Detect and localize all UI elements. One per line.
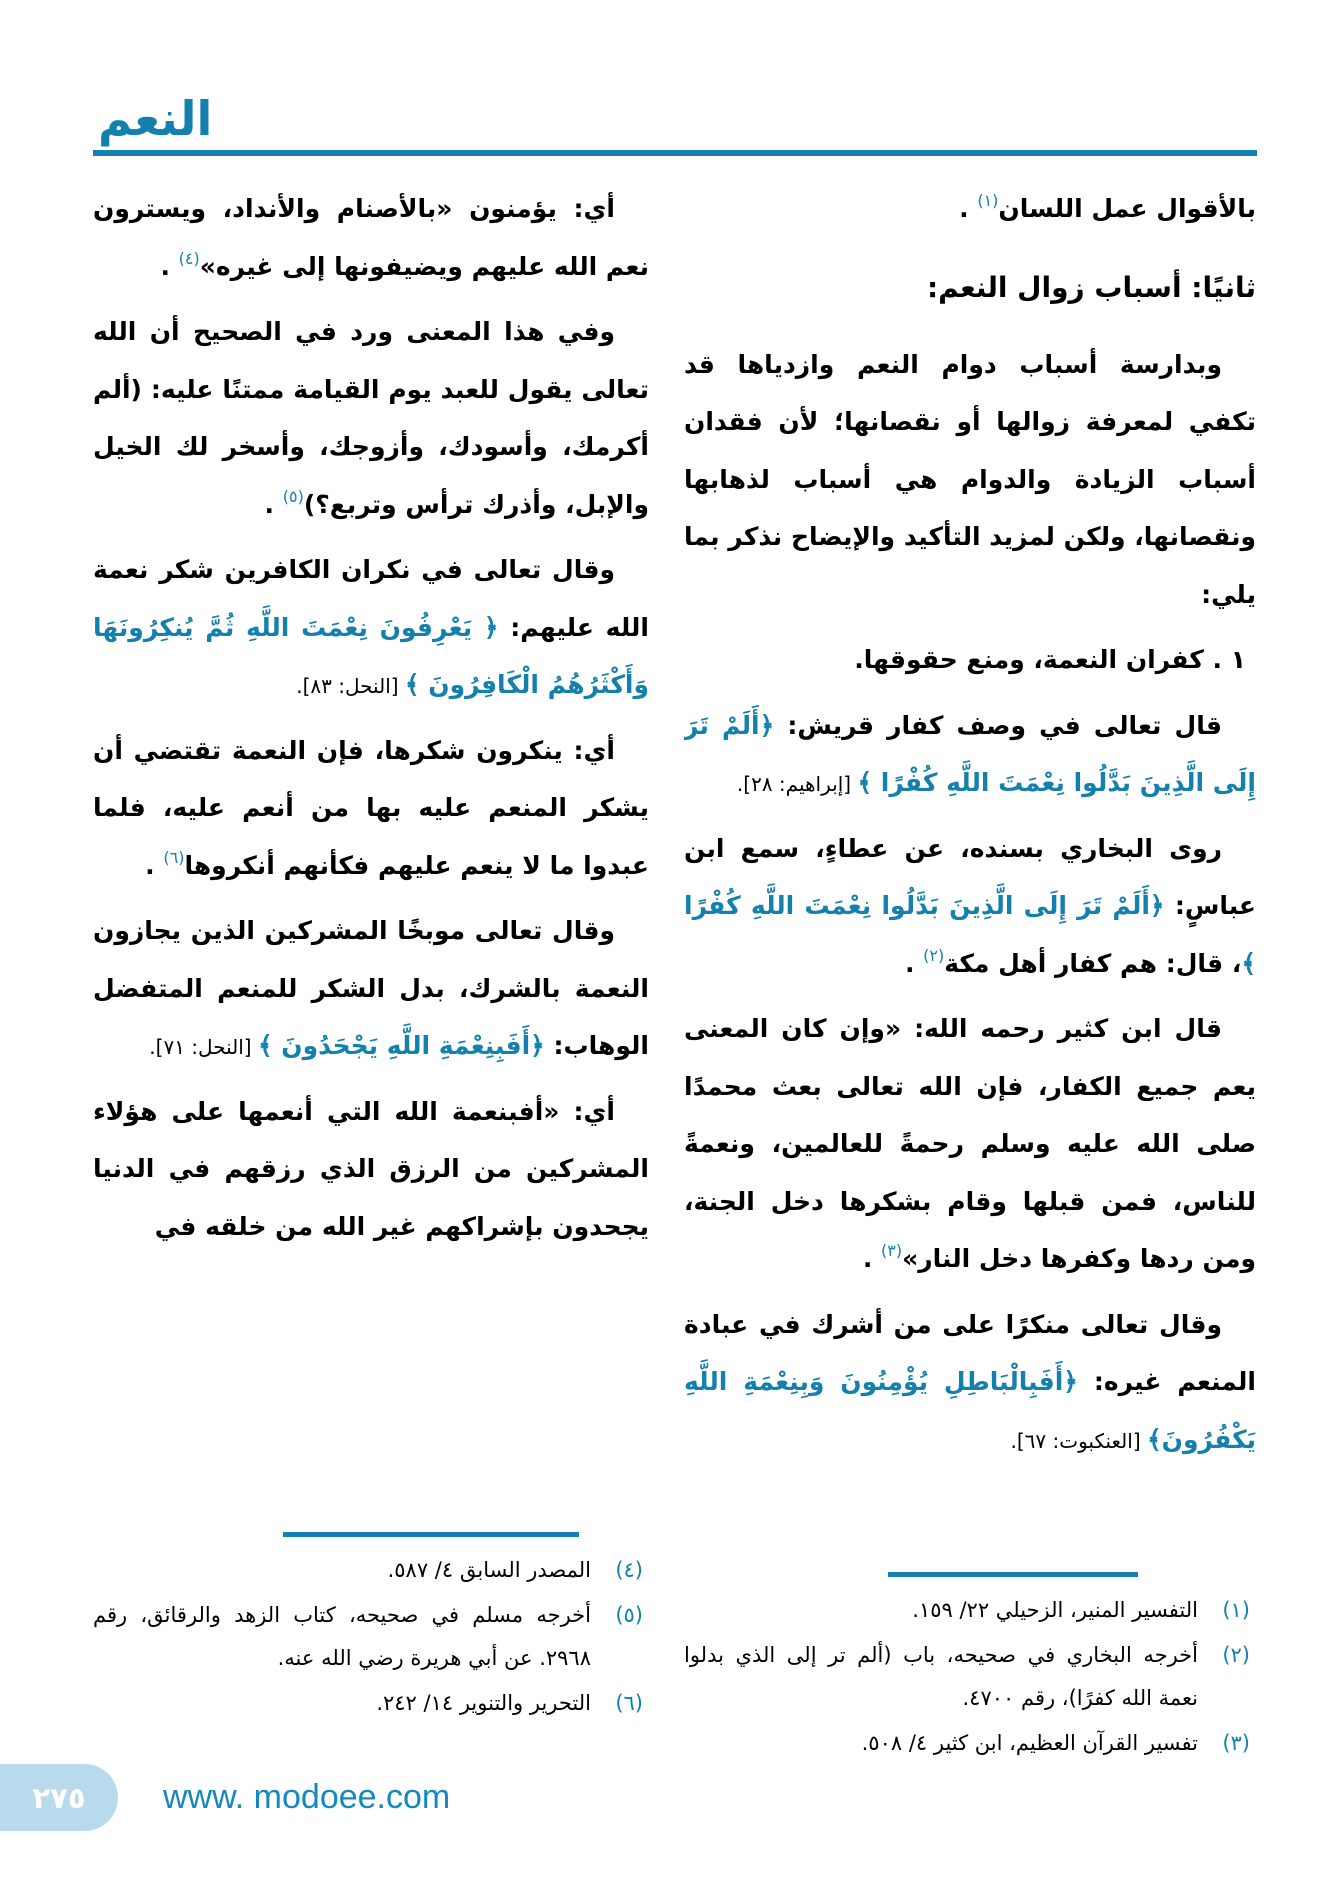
paragraph (684, 1000, 1256, 1288)
text-segment: ١ . كفران النعمة، ومنع حقوقها. (854, 645, 1246, 675)
quran-verse: ﴿أَفَبِنِعْمَةِ اللَّهِ يَجْحَدُونَ ﴾ (257, 1031, 545, 1060)
footnote-item (684, 1634, 1256, 1720)
text-segment: روى البخاري بسنده، عن عطاءٍ، سمع ابن عباسٍ: (684, 833, 1256, 921)
page-number: ٢٧٥ (32, 1780, 86, 1815)
quran-verse: ﴿أَلَمْ تَرَ إِلَى الَّذِينَ بَدَّلُوا نِعْمَتَ اللَّهِ كُفْرًا ﴾ (684, 710, 1256, 798)
text-segment: ، قال: هم كفار أهل مكة (944, 948, 1242, 978)
paragraph (93, 722, 649, 895)
paragraph (684, 336, 1256, 624)
text-segment: . (264, 489, 283, 519)
quran-verse: ﴿أَفَبِالْبَاطِلِ يُؤْمِنُونَ وَبِنِعْمَةِ اللَّهِ يَكْفُرُونَ﴾ (684, 1367, 1256, 1454)
verse-reference: [النحل: ٨٣]. (296, 674, 405, 698)
footnote-item (684, 1722, 1256, 1765)
text-segment: وفي هذا المعنى ورد في الصحيح أن الله تعالى يقول للعبد يوم القيامة ممتنًا عليه: (ألم أكرمك، وأسودك، وأزوجك، وأسخر لك الخيل والإبل، وأذرك ترأس وتربع؟) (93, 317, 649, 519)
column-left-body (93, 180, 649, 1530)
footnotes-left (93, 1532, 649, 1727)
footnote-item (93, 1682, 649, 1725)
paragraph (93, 902, 649, 1075)
paragraph (93, 180, 649, 295)
footnote-text: أخرجه مسلم في صحيحه، كتاب الزهد والرقائق، رقم ٢٩٦٨. عن أبي هريرة رضي الله عنه. (93, 1603, 591, 1671)
footnote-text: المصدر السابق ٤/ ٥٨٧. (387, 1558, 591, 1582)
text-segment: . (145, 850, 164, 880)
verse-reference: [النحل: ٧١]. (149, 1035, 258, 1059)
footnote-marker: (٢) (923, 945, 945, 965)
footnote-list-left (93, 1549, 649, 1725)
text-segment: . (959, 194, 978, 223)
paragraph (93, 541, 649, 714)
footnote-separator-left (283, 1532, 579, 1537)
text-segment: . (160, 251, 179, 281)
column-right-body (684, 180, 1256, 1568)
verse-reference: [إبراهيم: ٢٨]. (736, 772, 858, 797)
footnote-item (684, 1589, 1256, 1632)
footnotes-right (684, 1572, 1256, 1767)
paragraph (684, 180, 1256, 238)
text-segment: . (904, 948, 924, 978)
footnote-text: التحرير والتنوير ١٤/ ٢٤٢. (376, 1691, 591, 1716)
column-right (684, 180, 1256, 1765)
text-segment: أي: «أفبنعمة الله التي أنعمها على هؤلاء المشركين من الرزق الذي رزقهم في الدنيا يجحدون بإشراكهم غير الله من خلقه في (93, 1096, 649, 1241)
footnote-text: تفسير القرآن العظيم، ابن كثير ٤/ ٥٠٨. (861, 1731, 1198, 1756)
section-heading: ثانيًا: أسباب زوال النعم: (926, 270, 1256, 304)
page-number-tab (0, 1764, 118, 1831)
text-segment: قال تعالى في وصف كفار قريش: (774, 710, 1223, 740)
footnote-number: (٦) (615, 1691, 643, 1716)
footnote-list-right (684, 1589, 1256, 1765)
text-segment: وقال تعالى في نكران الكافرين شكر نعمة الله عليهم: (93, 555, 649, 642)
paragraph (93, 1083, 649, 1256)
text-segment: وقال تعالى موبخًا المشركين الذين يجازون النعمة بالشرك، بدل الشكر للمنعم المتفضل الوهاب: (93, 916, 649, 1060)
paragraph (684, 1296, 1256, 1469)
footnote-number: (١) (1222, 1598, 1250, 1622)
verse-reference: [العنكبوت: ٦٧]. (1010, 1428, 1147, 1453)
footnote-marker: (٣) (881, 1241, 903, 1261)
quran-verse: ﴿ يَعْرِفُونَ نِعْمَتَ اللَّهِ ثُمَّ يُنكِرُونَهَا وَأَكْثَرُهُمُ الْكَافِرُونَ ﴾ (93, 612, 649, 699)
footnote-number: (٢) (1222, 1643, 1250, 1668)
quran-verse: ﴿أَلَمْ تَرَ إِلَى الَّذِينَ بَدَّلُوا نِعْمَتَ اللَّهِ كُفْرًا ﴾ (684, 891, 1256, 978)
paragraph (684, 697, 1256, 812)
text-segment: . (862, 1244, 882, 1274)
footnote-marker: (٦) (163, 847, 185, 867)
section-heading (684, 256, 1256, 320)
text-segment: وبدارسة أسباب دوام النعم وازدياها قد تكفي لمعرفة زوالها أو نقصانها؛ لأن فقدان أسباب الزيادة والدوام هي أسباب لذهابها ونقصانها، ولكن لمزيد التأكيد والإيضاح نذكر بما يلي: (684, 349, 1256, 609)
text-segment: قال ابن كثير رحمه الله: «وإن كان المعنى يعم جميع الكفار، فإن الله تعالى بعث محمدًا صلى الله عليه وسلم رحمةً للعالمين، ونعمةً للناس، فمن قبلها وقام بشكرها دخل الجنة، ومن ردها وكفرها دخل النار» (684, 1014, 1256, 1274)
header-rule (93, 150, 1257, 156)
footnote-marker: (١) (977, 190, 999, 210)
footnote-item (93, 1549, 649, 1592)
page-title: النعم (98, 92, 213, 148)
website-link[interactable]: www. modoee.com (163, 1778, 451, 1816)
text-segment: أي: ينكرون شكرها، فإن النعمة تقتضي أن يشكر المنعم عليه بها من أنعم عليه، فلما عبدوا ما لا ينعم عليهم فكأنهم أنكروها (93, 735, 649, 880)
footnote-separator-right (888, 1572, 1138, 1577)
paragraph (684, 631, 1256, 689)
footnote-marker: (٥) (282, 486, 304, 506)
paragraph (684, 820, 1256, 993)
footnote-number: (٤) (615, 1558, 643, 1582)
footnote-number: (٥) (615, 1603, 643, 1628)
text-segment: بالأقوال عمل اللسان (998, 194, 1256, 223)
text-segment: أي: يؤمنون «بالأصنام والأنداد، ويسترون نعم الله عليهم ويضيفونها إلى غيره» (93, 194, 649, 281)
paragraph (93, 303, 649, 533)
footnote-text: أخرجه البخاري في صحيحه، باب (ألم تر إلى الذي بدلوا نعمة الله كفرًا)، رقم ٤٧٠٠. (684, 1643, 1198, 1711)
text-segment: وقال تعالى منكرًا على من أشرك في عبادة المنعم غيره: (684, 1309, 1256, 1397)
column-left (93, 180, 649, 1765)
footnote-number: (٣) (1222, 1731, 1250, 1756)
footnote-marker: (٤) (178, 248, 200, 268)
footnote-text: التفسير المنير، الزحيلي ٢٢/ ١٥٩. (912, 1598, 1198, 1622)
footnote-item (93, 1594, 649, 1680)
